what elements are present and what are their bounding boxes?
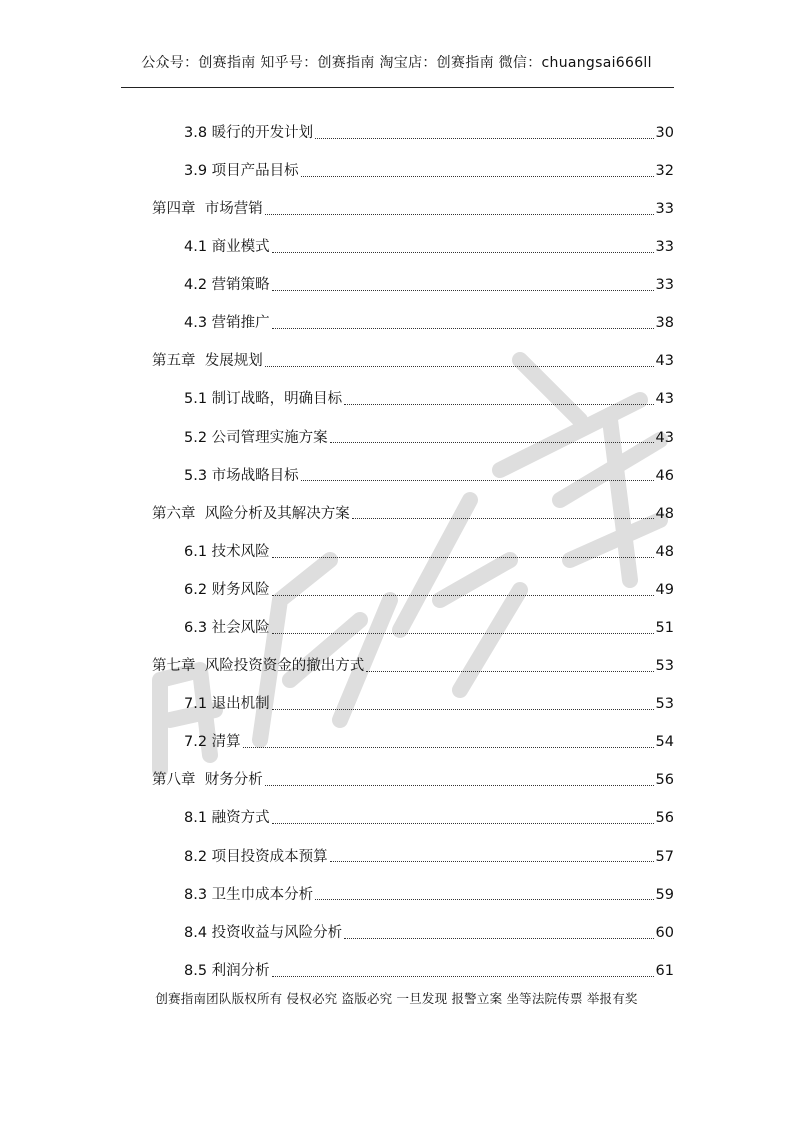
toc-dot-leader [272, 328, 654, 329]
toc-dot-leader [272, 252, 654, 253]
toc-entry-title: 4.2 营销策略 [184, 277, 270, 294]
toc-dot-leader [315, 899, 653, 900]
toc-page-number: 49 [655, 581, 674, 598]
toc-entry-title: 3.8 暖行的开发计划 [184, 124, 314, 141]
toc-dot-leader [243, 747, 654, 748]
toc-page-number: 61 [655, 962, 674, 979]
toc-page-number: 43 [655, 429, 674, 446]
toc-section-entry[interactable] [0, 800, 793, 838]
toc-entry-title: 3.9 项目产品目标 [184, 162, 299, 179]
toc-entry-title: 7.2 清算 [184, 734, 241, 751]
toc-page-number: 48 [655, 505, 674, 522]
toc-page-number: 33 [655, 239, 674, 256]
toc-dot-leader [330, 861, 654, 862]
toc-entry-title: 8.2 项目投资成本预算 [184, 848, 328, 865]
toc-section-entry[interactable] [0, 685, 793, 723]
toc-page-number: 53 [655, 696, 674, 713]
toc-dot-leader [272, 709, 654, 710]
toc-page-number: 38 [655, 315, 674, 332]
toc-page-number: 32 [655, 162, 674, 179]
toc-entry-title: 第六章 风险分析及其解决方案 [152, 505, 350, 522]
toc-page-number: 56 [655, 772, 674, 789]
toc-page-number: 51 [655, 620, 674, 637]
toc-entry-title: 6.1 技术风险 [184, 543, 270, 560]
page-header: 公众号：创赛指南 知乎号：创赛指南 淘宝店：创赛指南 微信：chuangsai666ll [141, 55, 652, 71]
toc-chapter-entry[interactable] [0, 495, 793, 533]
page-footer: 创赛指南团队版权所有 侵权必究 盗版必究 一旦发现 报警立案 坐等法院传票 举报有奖 [155, 991, 638, 1006]
toc-section-entry[interactable] [0, 952, 793, 990]
toc-dot-leader [272, 557, 654, 558]
toc-section-entry[interactable] [0, 609, 793, 647]
toc-section-entry[interactable] [0, 419, 793, 457]
toc-page-number: 59 [655, 886, 674, 903]
toc-section-entry[interactable] [0, 571, 793, 609]
toc-section-entry[interactable] [0, 381, 793, 419]
toc-dot-leader [330, 442, 654, 443]
toc-dot-leader [315, 138, 653, 139]
toc-dot-leader [301, 480, 654, 481]
toc-page-number: 30 [655, 124, 674, 141]
toc-entry-title: 7.1 退出机制 [184, 696, 270, 713]
toc-section-entry[interactable] [0, 457, 793, 495]
toc-dot-leader [301, 176, 654, 177]
toc-entry-title: 5.1 制订战略，明确目标 [184, 391, 343, 408]
toc-dot-leader [366, 671, 653, 672]
toc-section-entry[interactable] [0, 304, 793, 342]
toc-section-entry[interactable] [0, 114, 793, 152]
toc-entry-title: 5.2 公司管理实施方案 [184, 429, 328, 446]
toc-dot-leader [265, 785, 654, 786]
toc-entry-title: 4.1 商业模式 [184, 239, 270, 256]
toc-page-number: 53 [655, 658, 674, 675]
toc-chapter-entry[interactable] [0, 190, 793, 228]
toc-entry-title: 6.3 社会风险 [184, 620, 270, 637]
toc-section-entry[interactable] [0, 876, 793, 914]
toc-page-number: 43 [655, 391, 674, 408]
toc-page-number: 54 [655, 734, 674, 751]
toc-dot-leader [272, 595, 654, 596]
toc-page-number: 48 [655, 543, 674, 560]
toc-entry-title: 8.5 利润分析 [184, 962, 270, 979]
toc-page-number: 33 [655, 200, 674, 217]
toc-dot-leader [352, 518, 654, 519]
toc-dot-leader [272, 976, 654, 977]
toc-entry-title: 4.3 营销推广 [184, 315, 270, 332]
toc-chapter-entry[interactable] [0, 762, 793, 800]
toc-entry-title: 6.2 财务风险 [184, 581, 270, 598]
table-of-contents [0, 114, 793, 990]
toc-entry-title: 8.1 融资方式 [184, 810, 270, 827]
toc-page-number: 56 [655, 810, 674, 827]
toc-dot-leader [272, 823, 654, 824]
toc-chapter-entry[interactable] [0, 647, 793, 685]
toc-entry-title: 8.4 投资收益与风险分析 [184, 924, 343, 941]
toc-entry-title: 第五章 发展规划 [152, 353, 263, 370]
toc-dot-leader [272, 290, 654, 291]
toc-section-entry[interactable] [0, 266, 793, 304]
toc-entry-title: 8.3 卫生巾成本分析 [184, 886, 314, 903]
toc-section-entry[interactable] [0, 914, 793, 952]
toc-page-number: 57 [655, 848, 674, 865]
toc-chapter-entry[interactable] [0, 343, 793, 381]
toc-dot-leader [265, 366, 654, 367]
toc-page-number: 33 [655, 277, 674, 294]
toc-dot-leader [344, 404, 653, 405]
toc-section-entry[interactable] [0, 724, 793, 762]
toc-entry-title: 第八章 财务分析 [152, 772, 263, 789]
toc-page-number: 60 [655, 924, 674, 941]
toc-entry-title: 第七章 风险投资资金的撤出方式 [152, 658, 365, 675]
toc-section-entry[interactable] [0, 838, 793, 876]
header-divider [121, 87, 674, 88]
toc-dot-leader [265, 214, 654, 215]
toc-page-number: 43 [655, 353, 674, 370]
toc-section-entry[interactable] [0, 152, 793, 190]
toc-dot-leader [272, 633, 654, 634]
toc-entry-title: 5.3 市场战略目标 [184, 467, 299, 484]
toc-section-entry[interactable] [0, 533, 793, 571]
toc-dot-leader [344, 938, 653, 939]
toc-section-entry[interactable] [0, 228, 793, 266]
toc-page-number: 46 [655, 467, 674, 484]
toc-entry-title: 第四章 市场营销 [152, 200, 263, 217]
